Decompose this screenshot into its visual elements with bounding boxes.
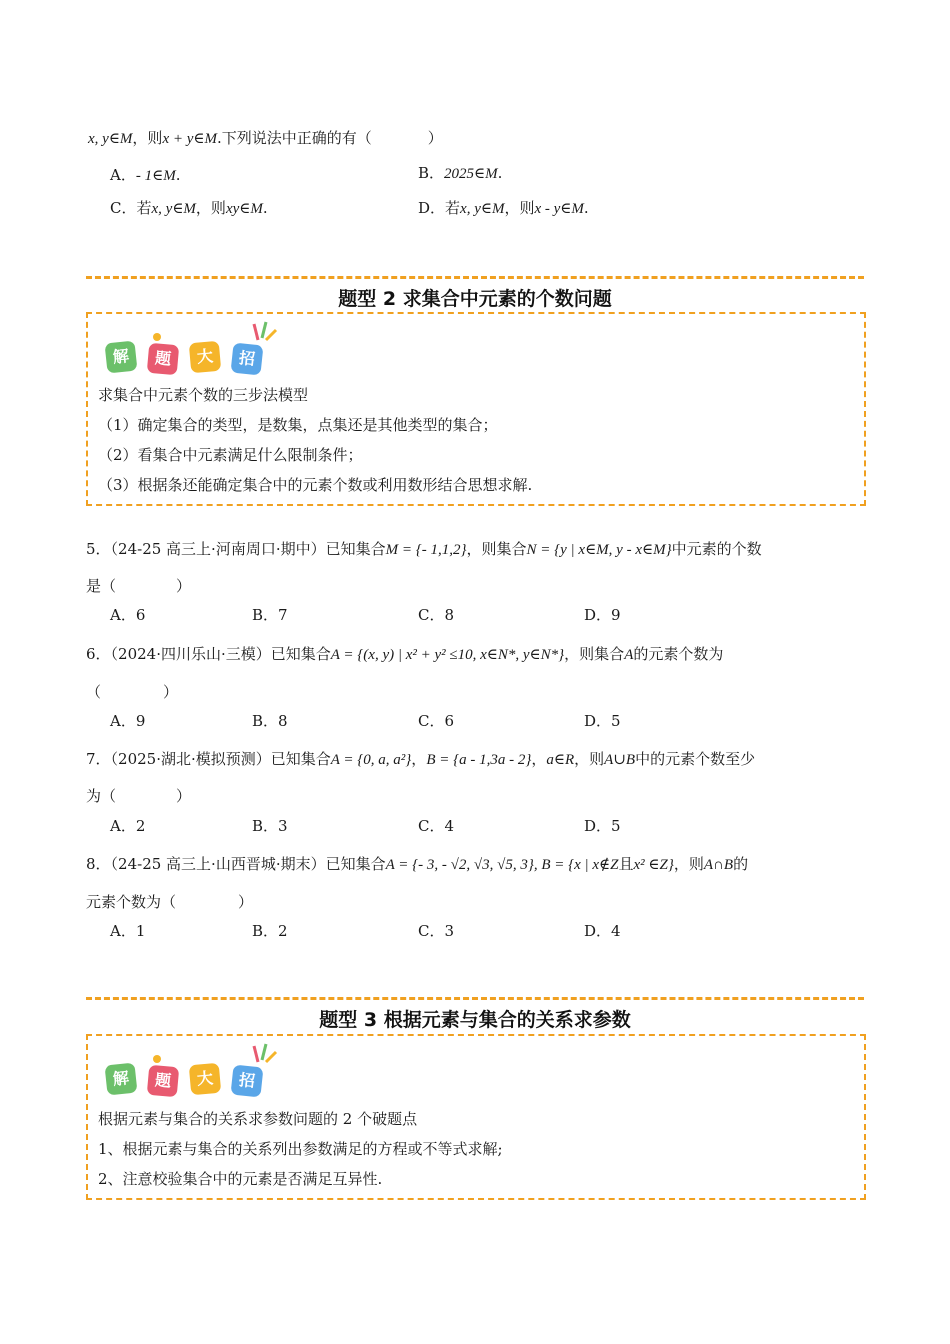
q4-option-b[interactable] [418,162,502,183]
q4-option-a[interactable] [110,164,180,185]
math-expr: x + y∈M [162,131,217,147]
text: . [175,166,181,184]
q6-option-c[interactable]: C．6 [418,712,455,730]
text: 元素个数为（ [86,893,177,911]
math-expr: , B = {x | x∉Z [533,857,619,873]
text: ） [427,129,443,147]
burst-icon [252,320,278,342]
q8-option-a[interactable]: A．1 [110,922,146,940]
text: ） [163,683,179,701]
math-expr: N = {y | x∈M, y - x∈M} [526,542,672,558]
logo-tile-3: 大 [189,341,222,374]
q8-option-d[interactable]: D．4 [584,922,621,940]
math-expr: A [624,647,634,663]
text: 已知集合 [325,855,386,873]
q8-stem [86,853,748,874]
q6-option-a[interactable]: A．9 [110,712,146,730]
q4-option-c[interactable] [110,197,268,218]
math-expr: x, y∈M [151,201,196,217]
tip-line: （3）根据条还能确定集合中的元素个数或利用数形结合思想求解. [98,476,533,494]
question-source: （2024·四川乐山·三模） [110,645,271,663]
box-top-border [86,312,866,314]
q5-option-c[interactable]: C．8 [418,606,455,624]
math-expr: A∪B [604,752,636,768]
tip-line: （1）确定集合的类型，是数集，点集还是其他类型的集合； [98,416,498,434]
tip-line: 根据元素与集合的关系求参数问题的 2 个破题点 [98,1110,418,1128]
text: ，则 [132,129,163,147]
math-expr: x, y∈M [460,201,505,217]
q8-stem-cont [86,891,253,912]
section-divider [86,276,864,279]
q6-stem-cont [86,681,178,702]
text: ，则 [195,199,226,217]
text: 中的元素个数至少 [635,750,756,768]
q4-stem-line [88,127,443,148]
text: ，则 [673,855,704,873]
q5-option-b[interactable]: B．7 [252,606,288,624]
math-expr: M = {- 1,1,2} [385,542,467,558]
logo-tile-4: 招 [231,1065,264,1098]
text: . [583,199,589,217]
q8-option-b[interactable]: B．2 [252,922,288,940]
text: 已知集合 [325,540,386,558]
math-expr: A = {(x, y) | x² + y² ≤10, x∈N*, y∈N*} [330,647,565,663]
option-label: A． [110,166,136,184]
question-source: （2025·湖北·模拟预测） [110,750,271,768]
text: ，则 [574,750,605,768]
option-label: D． [418,199,446,217]
math-expr: - 1∈M [135,168,176,184]
logo-tile-3: 大 [189,1063,222,1096]
math-expr: B = {a - 1,3a - 2} [426,752,532,768]
text: ） [176,787,192,805]
text: 为（ [86,787,117,805]
q5-option-d[interactable]: D．9 [584,606,621,624]
text: 已知集合 [270,750,331,768]
q7-option-c[interactable]: C．4 [418,817,455,835]
burst-icon [252,1042,278,1064]
text: 若 [136,199,152,217]
text: 的 [733,855,749,873]
text: 的元素个数为 [633,645,724,663]
math-expr: A∩B [703,857,734,873]
q7-option-a[interactable]: A．2 [110,817,146,835]
text: 且 [618,855,634,873]
math-expr: a∈R [546,752,575,768]
tips-logo [100,1038,280,1098]
q6-option-d[interactable]: D．5 [584,712,621,730]
tip-line: （2）看集合中元素满足什么限制条件； [98,446,363,464]
q5-stem-cont [86,575,191,596]
text: ，则集合 [466,540,527,558]
question-source: （24-25 高三上·山西晋城·期末） [110,855,326,873]
text: ） [176,577,192,595]
q7-stem [86,748,755,769]
section-3-title: 题型 3 根据元素与集合的关系求参数 [319,1009,631,1031]
text: .下列说法中正确的有（ [216,129,372,147]
logo-tile-2: 题 [147,343,180,376]
math-expr: x² ∈Z} [633,857,674,873]
text: ） [238,893,254,911]
tip-line: 1、根据元素与集合的关系列出参数满足的方程或不等式求解; [98,1140,503,1158]
question-number: 7． [86,750,111,768]
math-expr: x, y∈M [88,131,133,147]
text: 是（ [86,577,117,595]
sparkle-icon [150,1052,164,1066]
tip-line: 求集合中元素个数的三步法模型 [98,386,309,404]
question-number: 5． [86,540,111,558]
text: 若 [445,199,461,217]
q6-stem [86,643,723,664]
section-3-tips-box [86,1034,866,1200]
text: ，则 [504,199,535,217]
logo-tile-2: 题 [147,1065,180,1098]
logo-tile-1: 解 [105,341,138,374]
box-top-border [86,1034,866,1036]
math-expr: xy∈M [225,201,263,217]
q7-option-d[interactable]: D．5 [584,817,621,835]
text: ， [411,750,427,768]
q8-option-c[interactable]: C．3 [418,922,455,940]
section-2-title: 题型 2 求集合中元素的个数问题 [338,288,612,310]
question-number: 6． [86,645,111,663]
math-expr: 2025∈M [444,166,498,182]
option-label: B． [418,164,445,182]
section-2-tips-box [86,312,866,506]
text: ，则集合 [564,645,625,663]
logo-tile-1: 解 [105,1063,138,1096]
text: . [497,164,503,182]
math-expr: A = {0, a, a²} [330,752,412,768]
text: . [262,199,268,217]
tip-line: 2、注意校验集合中的元素是否满足互异性. [98,1170,383,1188]
q5-stem [86,538,762,559]
text: （ [86,683,102,701]
math-expr: x - y∈M [534,201,584,217]
q6-option-b[interactable]: B．8 [252,712,288,730]
text: 中元素的个数 [671,540,762,558]
sparkle-icon [150,330,164,344]
section-divider [86,997,864,1000]
text: 已知集合 [270,645,331,663]
q4-option-d[interactable] [418,197,589,218]
math-expr: A = {- 3, - √2, √3, √5, 3} [385,857,534,873]
text: ， [531,750,547,768]
q5-option-a[interactable]: A．6 [110,606,146,624]
tips-logo [100,316,280,376]
question-source: （24-25 高三上·河南周口·期中） [110,540,326,558]
logo-tile-4: 招 [231,343,264,376]
q7-option-b[interactable]: B．3 [252,817,288,835]
q7-stem-cont [86,785,191,806]
option-label: C． [110,199,137,217]
question-number: 8． [86,855,111,873]
